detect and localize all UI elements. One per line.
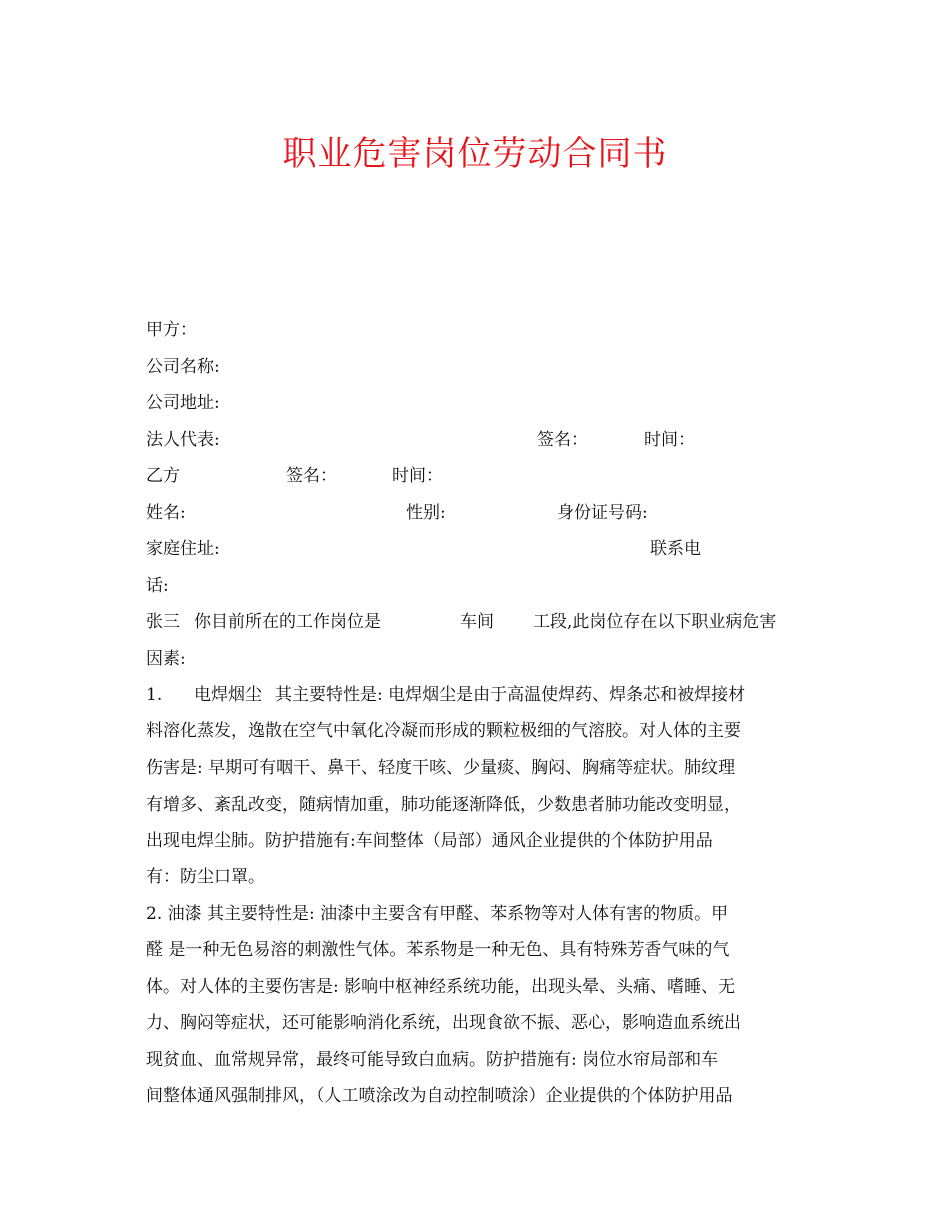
item2-line: 间整体通风强制排风，（人工喷涂改为自动控制喷涂）企业提供的个体防护用品 xyxy=(146,1086,733,1106)
item2-line: 2. 油漆 其主要特性是: 油漆中主要含有甲醛、苯系物等对人体有害的物质。甲 xyxy=(146,904,729,924)
party-b-label: 乙方 xyxy=(146,466,180,486)
item1-line: 出现电焊尘肺。防护措施有:车间整体（局部）通风企业提供的个体防护用品 xyxy=(146,831,713,851)
id-number-label: 身份证号码: xyxy=(557,503,648,523)
item2-line: 力、胸闷等症状，还可能影响消化系统，出现食欲不振、恶心，影响造血系统出 xyxy=(146,1013,741,1033)
party-b-time-label: 时间： xyxy=(392,466,443,486)
company-name-label: 公司名称: xyxy=(146,357,220,377)
phone-label-part2: 话: xyxy=(146,576,169,596)
intro-text-2: 工段,此岗位存在以下职业病危害 xyxy=(533,612,777,632)
party-a-time-label: 时间： xyxy=(644,430,695,450)
phone-label-part1: 联系电 xyxy=(650,539,701,559)
worker-name: 张三 xyxy=(146,612,180,632)
item1-name: 电焊烟尘 xyxy=(194,685,262,705)
party-a-label: 甲方： xyxy=(146,320,197,340)
party-b-sign-label: 签名： xyxy=(286,466,337,486)
item1-number: 1. xyxy=(146,685,163,705)
item1-line: 伤害是: 早期可有咽干、鼻干、轻度干咳、少量痰、胸闷、胸痛等症状。肺纹理 xyxy=(146,758,736,778)
item1-line: 有：防尘口罩。 xyxy=(146,867,265,887)
item1-line: 其主要特性是: 电焊烟尘是由于高温使焊药、焊条芯和被焊接材 xyxy=(275,685,746,705)
document-title: 职业危害岗位劳动合同书 xyxy=(282,134,668,174)
company-address-label: 公司地址: xyxy=(146,393,220,413)
legal-rep-label: 法人代表: xyxy=(146,430,220,450)
intro-text-1: 你目前所在的工作岗位是 xyxy=(194,612,381,632)
item1-line: 料溶化蒸发，逸散在空气中氧化冷凝而形成的颗粒极细的气溶胶。对人体的主要 xyxy=(146,721,741,741)
item2-line: 醛 是一种无色易溶的刺激性气体。苯系物是一种无色、具有特殊芳香气味的气 xyxy=(146,940,730,960)
intro-text-3: 因素: xyxy=(146,649,186,669)
party-a-sign-label: 签名： xyxy=(537,430,588,450)
item2-line: 现贫血、血常规异常，最终可能导致白血病。防护措施有: 岗位水帘局部和车 xyxy=(146,1050,719,1070)
name-label: 姓名: xyxy=(146,503,186,523)
gender-label: 性别: xyxy=(406,503,446,523)
item2-line: 体。对人体的主要伤害是: 影响中枢神经系统功能，出现头晕、头痛、嗜睡、无 xyxy=(146,977,736,997)
item1-line: 有增多、紊乱改变，随病情加重，肺功能逐渐降低，少数患者肺功能改变明显， xyxy=(146,795,741,815)
workshop-label: 车间 xyxy=(460,612,494,632)
home-address-label: 家庭住址: xyxy=(146,539,220,559)
